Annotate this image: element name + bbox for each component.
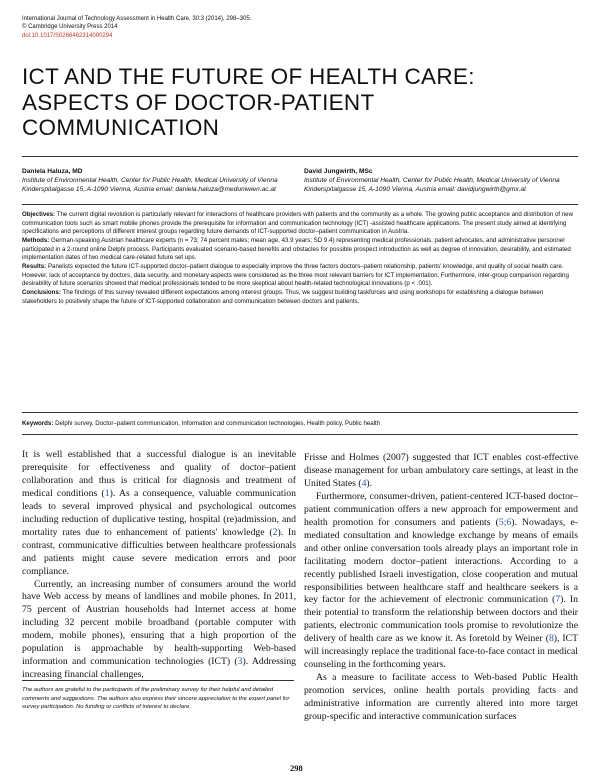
keywords-divider: [22, 434, 578, 435]
paragraph: [304, 672, 578, 724]
citation-link[interactable]: 8: [548, 633, 554, 645]
keywords-label: Keywords:: [22, 420, 54, 427]
conclusions-text: The findings of this survey revealed different expectations among interest groups. Thus, we suggest building taskforces and using workshops for establishing a dialogue between stakeholders to positively shape the future of ICT-supported collaboration and communication between doctors and patients.: [22, 289, 544, 305]
author-block-2: [304, 167, 584, 195]
paragraph: [22, 449, 296, 579]
results-text: Panelists expected the future ICT-supported doctor–patient dialogue to especially improve the three factors doctors–patient relationship, patients' knowledge, and quality of social health care. However, lack of acceptance by doctors, data security, and monetary aspects were considered as the three most relevant barriers for ICT implementation. Furthermore, inter-group comparison regarding desirability of future scenarios showed that medical professionals tended to be more skeptical about health-related technological innovations (p < .001).: [22, 263, 569, 288]
title-line-2: ASPECTS OF DOCTOR-PATIENT: [22, 89, 375, 115]
text: Currently, an increasing number of consumers around the world have Web access by means of landlines and mobile phones. In 2011, 75 percent of Austrian households had Internet access at home including 32 percent mobile broadband (portable computer with modem, mobile phones), ensuring that a high proportion of the population is approachable by health-supporting Web-based information and communication technologies (ICT) (: [22, 578, 296, 668]
text: ). In their potential to transform the relationship between doctors and their patients, electronic communication tools promise to revolutionize the delivery of health care as we know it. As foretold by Weiner (: [304, 594, 579, 645]
paragraph: [304, 491, 578, 672]
abstract-top-divider: [22, 204, 578, 205]
article-title: [22, 64, 582, 141]
objectives-text: The current digital revolution is particularly relevant for interactions of healthcare providers with patients and the community as a whole. The growing public acceptance and distribution of new communication tools such as smart mobile phones provide the prerequisite for information and communication technology (ICT) -assisted healthcare applications. The present study aimed at identifying specifications and perceptions of different interest groups regarding future demands of ICT-supported doctor–patient communication in Austria.: [22, 211, 574, 236]
text: Furthermore, consumer-driven, patient-centered ICT-based doctor–patient communication offers a new approach for empowerment and health promotion for consumers and patients (: [304, 490, 578, 528]
keywords: [22, 420, 578, 429]
author-name: Daniela Haluza, MD: [22, 168, 83, 175]
abstract-results: [22, 263, 578, 289]
journal-header: [22, 15, 422, 40]
body-column-right: [304, 452, 578, 724]
methods-text: German-speaking Austrian healthcare experts (n = 73; 74 percent males; mean age, 43.9 years; SD 9.4) representing medical professionals, patient advocates, and administrative personnel participated in a 2-round online Delphi process. Participants evaluated scenario-based benefits and obstacles for possible prospect introduction as well as degree of innovation, desirability, and estimated implementation dates of two medical care-related future set ups.: [22, 237, 571, 262]
text: As a measure to facilitate access to Web-based Public Health promotion services, online health portals providing facts and administrative information are currently altered into more target group-specific and interactive communication surfaces: [304, 672, 578, 723]
text: It is well established that a successful dialogue is an inevitable prerequisite for effectiveness and quality of doctor–patient collaboration and thus is critical for diagnosis and treatment of medical conditions (: [22, 449, 296, 499]
text: ). Addressing increasing financial challenges,: [22, 656, 297, 681]
abstract: [22, 211, 578, 307]
author-address: Kinderspitalgasse 15, A-1090 Vienna, Austria email: daniela.haluza@meduniwien.ac.at: [22, 186, 276, 194]
author-block-1: [22, 167, 302, 195]
title-line-3: COMMUNICATION: [22, 115, 220, 140]
text: ). As a consequence, valuable communication leads to several improved physical and psychological outcomes including reduction of duplicative testing, hospital (re)admission, and mortality rates due to enhancement of patients' knowledge (: [22, 487, 296, 538]
citation-link[interactable]: 3: [237, 656, 243, 668]
keywords-text: Delphi survey, Doctor–patient communication, Information and communication technologies, Health policy, Public health: [55, 420, 381, 427]
text: Frisse and Holmes (2007) suggested that ICT enables cost-effective disease management for urban ambulatory care settings, at least in the United States (: [304, 452, 578, 489]
text: ). In contrast, communicative difficulties between healthcare professionals and patients might cause severe medication errors and poor compliance.: [22, 526, 297, 577]
text: ), ICT will increasingly replace the traditional face-to-face contact in medical counseling in the forthcoming years.: [304, 633, 578, 671]
paragraph: [22, 579, 296, 683]
paragraph: [304, 452, 578, 491]
abstract-objectives: [22, 211, 578, 237]
text: ).: [366, 477, 373, 489]
abstract-methods: [22, 237, 578, 263]
objectives-label: Objectives:: [22, 211, 56, 218]
body-column-left: [22, 449, 296, 682]
journal-doi[interactable]: doi:10.1017/S0266462314000294: [22, 32, 113, 39]
citation-link[interactable]: 4: [361, 477, 367, 489]
author-affiliation: Institute of Environmental Health, Center for Public Health, Medical University of Vienna: [304, 177, 560, 185]
title-divider: [22, 156, 578, 157]
citation-link[interactable]: 1: [104, 487, 110, 499]
page-number: 298: [290, 763, 303, 773]
author-name: David Jungwirth, MSc: [304, 168, 373, 175]
citation-link[interactable]: 2: [272, 526, 278, 538]
author-address: Kinderspitalgasse 15, A-1090 Vienna, Austria email: davidjungwirth@gmx.at: [304, 186, 526, 194]
methods-label: Methods:: [22, 237, 50, 245]
author-affiliation: Institute of Environmental Health, Center for Public Health, Medical University of Vienna: [22, 177, 278, 185]
citation-link[interactable]: 5;6: [498, 516, 512, 528]
abstract-bottom-divider: [22, 412, 578, 413]
text: ). Nowadays, e-mediated consultation and knowledge exchange by means of emails and other online conversation tools already plays an important role in facilitating modern doctor–patient interactions. According to a recently published Israeli investigation, close cooperation and mutual responsibilities between healthcare staff and healthcare seekers is a key factor for the achievement of electronic communication (: [304, 516, 578, 606]
conclusions-label: Conclusions:: [22, 289, 61, 297]
abstract-conclusions: [22, 289, 578, 306]
journal-citation: International Journal of Technology Assessment in Health Care, 30:3 (2014), 298–305.: [22, 16, 252, 22]
title-line-1: ICT AND THE FUTURE OF HEALTH CARE:: [22, 64, 475, 89]
journal-copyright: © Cambridge University Press 2014: [22, 24, 118, 31]
footnote-divider: [22, 680, 294, 681]
results-label: Results:: [22, 263, 47, 271]
acknowledgment-footnote: The authors are grateful to the participants of the preliminary survey for their helpful and detailed comments and suggestions. The authors also express their sincere appreciation to the expert panel for survey participation. No funding or conflicts of interest to declare.: [22, 687, 290, 711]
citation-link[interactable]: 7: [555, 594, 561, 606]
